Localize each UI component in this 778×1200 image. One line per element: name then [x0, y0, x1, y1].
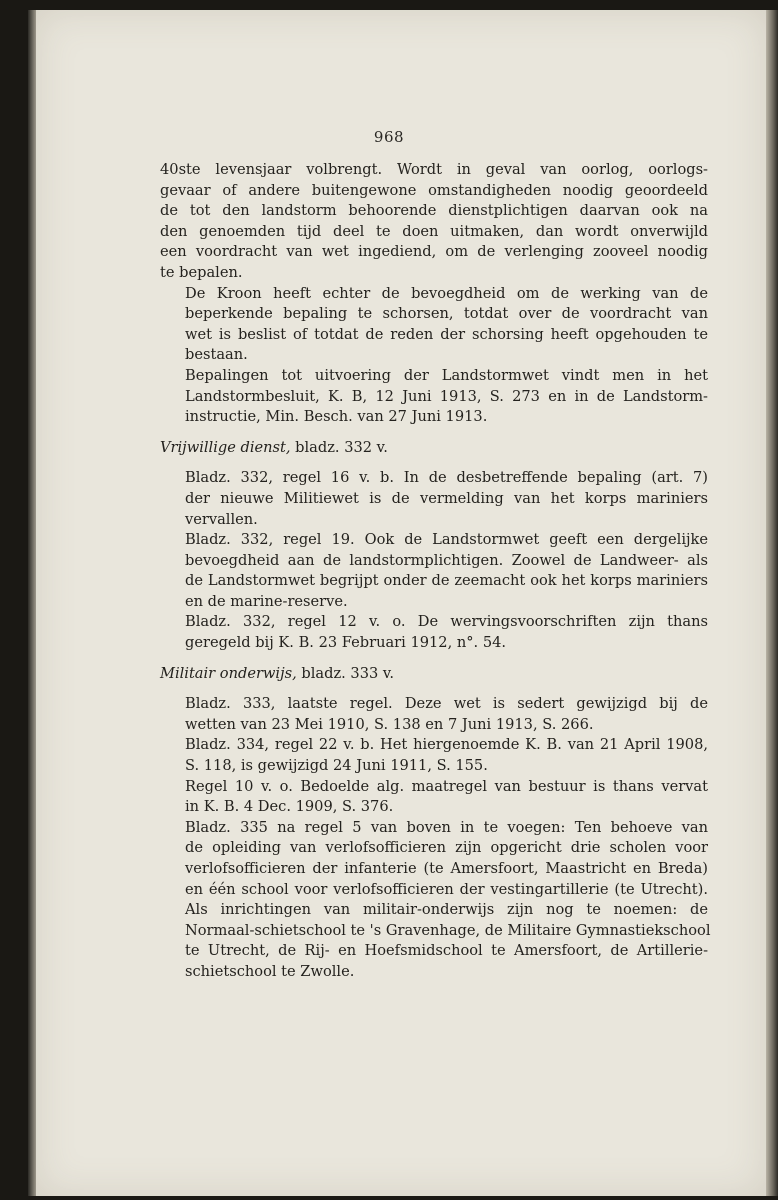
- page-right-edge: [766, 10, 778, 1196]
- text-line: vervallen.: [185, 510, 258, 528]
- text-line: bestaan.: [185, 346, 248, 364]
- paragraph-p10: [160, 818, 711, 983]
- text-line: beperkende bepaling te schorsen, totdat over de voordracht van: [185, 305, 708, 323]
- text-line: schietschool te Zwolle.: [185, 962, 355, 980]
- text-line: de tot den landstorm behoorende dienstplichtigen daarvan ook na: [160, 202, 708, 220]
- paragraph-p1: [160, 160, 708, 284]
- section-heading-vrijwillige-dienst: [160, 438, 708, 459]
- page-number: 968: [373, 128, 405, 146]
- heading-italic: Militair onderwijs,: [160, 664, 297, 682]
- text-line: Bladz. 335 na regel 5 van boven in te voegen: Ten behoeve van: [185, 818, 708, 836]
- text-line: De Kroon heeft echter de bevoegdheid om de werking van de: [185, 284, 708, 302]
- text-line: Regel 10 v. o. Bedoelde alg. maatregel van bestuur is thans vervat: [185, 777, 708, 795]
- text-line: de Landstormwet begrijpt onder de zeemacht ook het korps mariniers: [185, 572, 708, 590]
- text-line: Bladz. 332, regel 19. Ook de Landstormwet geeft een dergelijke: [185, 531, 708, 549]
- text-line: Bladz. 332, regel 16 v. b. In de desbetreffende bepaling (art. 7): [185, 469, 708, 487]
- text-line: Bladz. 333, laatste regel. Deze wet is sedert gewijzigd bij de: [185, 695, 708, 713]
- paragraph-p5: [160, 530, 708, 612]
- text-line: instructie, Min. Besch. van 27 Juni 1913.: [185, 408, 488, 426]
- paragraph-p3: [160, 366, 708, 428]
- text-line: en één school voor verlofsofficieren der vestingartillerie (te Utrecht).: [185, 880, 708, 898]
- text-line: S. 118, is gewijzigd 24 Juni 1911, S. 155.: [185, 757, 488, 775]
- paragraph-p9: [160, 777, 708, 818]
- text-line: wet is beslist of totdat de reden der schorsing heeft opgehouden te: [185, 325, 708, 343]
- text-line: gevaar of andere buitengewone omstandigheden noodig geoordeeld: [160, 181, 708, 199]
- text-line: der nieuwe Militiewet is de vermelding van het korps mariniers: [185, 489, 708, 507]
- paragraph-p7: [160, 694, 708, 735]
- paragraph-p2: [160, 284, 708, 366]
- text-line: verlofsofficieren der infanterie (te Amersfoort, Maastricht en Breda): [185, 860, 708, 877]
- text-line: geregeld bij K. B. 23 Februari 1912, n°. 54.: [185, 634, 507, 652]
- heading-rest: bladz. 333 v.: [296, 664, 395, 682]
- text-line: Bladz. 332, regel 12 v. o. De wervingsvoorschriften zijn thans: [185, 613, 708, 631]
- text-line: de opleiding van verlofsofficieren zijn opgericht drie scholen voor: [185, 839, 708, 857]
- text-line: wetten van 23 Mei 1910, S. 138 en 7 Juni 1913, S. 266.: [185, 715, 594, 733]
- section-heading-militair-onderwijs: [160, 664, 708, 685]
- text-line: 40ste levensjaar volbrengt. Wordt in geval van oorlog, oorlogs-: [160, 161, 708, 178]
- text-line: Bepalingen tot uitvoering der Landstormwet vindt men in het: [185, 366, 708, 384]
- text-line: te bepalen.: [160, 263, 243, 281]
- text-line: in K. B. 4 Dec. 1909, S. 376.: [185, 798, 394, 816]
- text-line: Bladz. 334, regel 22 v. b. Het hiergenoemde K. B. van 21 April 1908,: [185, 736, 708, 754]
- text-line: Normaal-schietschool te 's Gravenhage, de Militaire Gymnastiekschool: [185, 921, 711, 939]
- paragraph-p8: [160, 735, 708, 776]
- heading-italic: Vrijwillige dienst,: [160, 438, 291, 456]
- page-body: [160, 160, 711, 983]
- text-line: te Utrecht, de Rij- en Hoefsmidschool te Amersfoort, de Artillerie-: [185, 942, 708, 960]
- text-line: Als inrichtingen van militair-onderwijs zijn nog te noemen: de: [185, 901, 708, 919]
- heading-rest: bladz. 332 v.: [290, 438, 388, 456]
- text-line: Landstormbesluit, K. B, 12 Juni 1913, S. 273 en in de Landstorm-: [185, 387, 708, 405]
- text-line: den genoemden tijd deel te doen uitmaken, dan wordt onverwijld: [160, 222, 708, 240]
- text-line: en de marine-reserve.: [185, 592, 348, 610]
- paragraph-p4: [160, 468, 708, 530]
- page-left-edge: [28, 10, 36, 1196]
- text-line: een voordracht van wet ingediend, om de verlenging zooveel noodig: [160, 243, 708, 261]
- paragraph-p6: [160, 612, 708, 653]
- text-line: bevoegdheid aan de landstormplichtigen. Zoowel de Landweer- als: [185, 551, 708, 569]
